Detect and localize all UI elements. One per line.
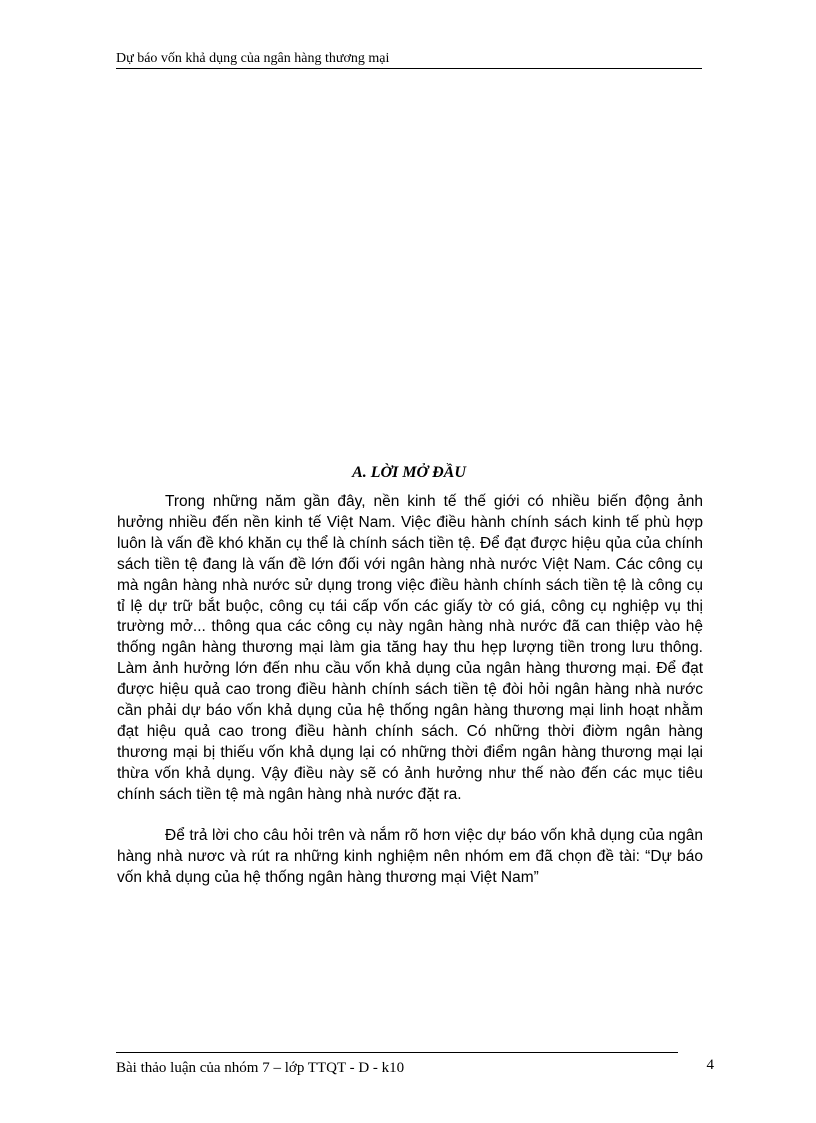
page-header: Dự báo vốn khả dụng của ngân hàng thương mại [116, 52, 702, 69]
section-title: A. LỜI MỞ ĐẦU [352, 464, 466, 481]
footer-divider [116, 1052, 678, 1053]
page-footer: Bài thảo luận của nhóm 7 – lớp TTQT - D - k10 [116, 1060, 405, 1076]
paragraph: Để trả lời cho câu hỏi trên và nắm rõ hơn việc dự báo vốn khả dụng của ngân hàng nhà nươc và rút ra những kinh nghiệm nên nhóm em đã chọn đề tài: “Dự báo vốn khả dụng của hệ thống ngân hàng thương mại Việt Nam” [117, 827, 703, 887]
paragraph: Trong những năm gần đây, nền kinh tế thế giới có nhiều biến động ảnh hưởng nhiều đến nền kinh tế Việt Nam. Việc điều hành chính sách kinh tế phù hợp luôn là vấn đề khó khăn cụ thể là chính sách tiền tệ. Để đạt được hiệu qủa của chính sách tiền tệ đang là vấn đề lớn đối với ngân hàng nhà nước Việt Nam. Các công cụ mà ngân hàng nhà nước sử dụng trong việc điều hành chính sách tiền tệ là công cụ tỉ lệ dự trữ bắt buộc, công cụ tái cấp vốn các giấy tờ có giá, công cụ nghiệp vụ thị trường mở... thông qua các công cụ này ngân hàng nhà nước đã can thiệp vào hệ thống ngân hàng thương mại làm gia tăng hay thu hẹp lượng tiền trong lưu thông. Làm ảnh hưởng lớn đến nhu cầu vốn khả dụng của ngân hàng thương mại. Để đạt được hiệu quả cao trong điều hành chính sách tiền tệ đòi hỏi ngân hàng nhà nước cần phải dự báo vốn khả dụng của hệ thống ngân hàng thương mại linh hoạt nhằm đạt hiệu quả cao trong điều hành chính sách. Có những thời điờm ngân hàng thương mại bị thiếu vốn khả dụng lại có những thời điểm ngân hàng thương mại lại thừa vốn khả dụng. Vậy điều này sẽ có ảnh hưởng như thế nào đến các mục tiêu chính sách tiền tệ mà ngân hàng nhà nước đặt ra. [117, 493, 703, 803]
page-number: 4 [706, 1057, 714, 1073]
section-body [117, 492, 703, 889]
